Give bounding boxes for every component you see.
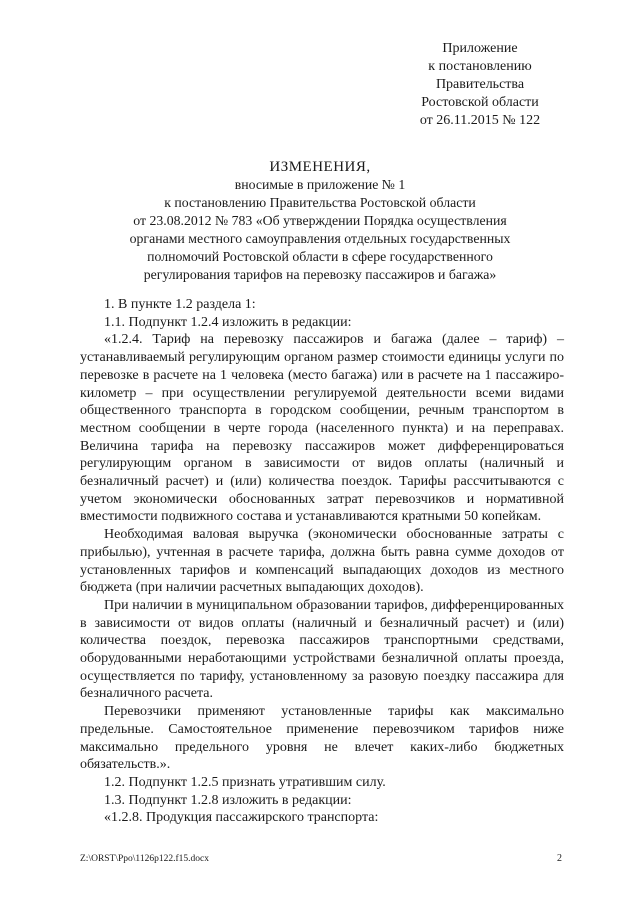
subtitle-line: регулирования тарифов на перевозку пассажиров и багажа» [143,267,497,282]
body-paragraph: 1.3. Подпункт 1.2.8 изложить в редакции: [104,792,352,808]
appendix-line: Приложение [442,41,518,56]
body-paragraph: 1.2. Подпункт 1.2.5 признать утратившим силу. [104,774,386,790]
subtitle-line: к постановлению Правительства Ростовской области [164,195,476,210]
appendix-line: Правительства [435,77,525,92]
page-number: 2 [557,853,562,864]
subtitle-line: от 23.08.2012 № 783 «Об утверждении Порядка осуществления [133,213,507,228]
body-paragraph: Перевозчики применяют установленные тарифы как максимально предельные. Самостоятельное применение перевозчиком тарифов ниже максимально предельного уровня не влечет каких-либо бюджетных обязательств.». [80,704,564,773]
body-paragraph: «1.2.8. Продукция пассажирского транспорта: [104,810,379,826]
body-paragraph: 1. В пункте 1.2 раздела 1: [104,297,256,312]
document-body [80,296,564,827]
footer-file-path: Z:\ORST\Ppo\1126p122.f15.docx [80,854,209,864]
subtitle-line: вносимые в приложение № 1 [234,177,406,192]
appendix-line: Ростовской области [421,95,539,110]
document-title: ИЗМЕНЕНИЯ, [269,159,371,175]
appendix-line: от 26.11.2015 № 122 [419,113,541,128]
body-paragraph: Необходимая валовая выручка (экономически обоснованные затраты с прибылью), учтенная в расчете тарифа, должна быть равна сумме доходов от установленных тарифов и компенсаций выпадающих доходов из местного бюджета (при наличии расчетных выпадающих доходов). [80,527,564,596]
appendix-line: к постановлению [428,59,532,74]
subtitle-line: полномочий Ростовской области в сфере государственного [147,249,493,264]
title-block [80,158,560,284]
body-paragraph: 1.1. Подпункт 1.2.4 изложить в редакции: [104,314,352,330]
body-paragraph: «1.2.4. Тариф на перевозку пассажиров и багажа (далее – тариф) – устанавливаемый регулирующим органом размер стоимости единицы услуги по перевозке в расчете на 1 человека (место багажа) или в расчете на 1 пассажиро-километр – при осуществлении регулируемой деятельности всеми видами общественного транспорта в городском сообщении, речным транспортом в местном сообщении в черте города (населенного пункта) и на переправах. Величина тарифа на перевозку пассажиров может дифференцироваться регулирующим органом в зависимости от видов оплаты (наличный и безналичный расчет) и (или) количества поездок. Тарифы рассчитываются с учетом экономически обоснованных затрат перевозчиков и нормативной вместимости подвижного состава и устанавливаются кратными 50 копейкам. [80,332,564,525]
body-paragraph: При наличии в муниципальном образовании тарифов, дифференцированных в зависимости от видов оплаты (наличный и безналичный расчет) и (или) количества поездок, перевозка пассажиров транспортными средствами, оборудованными неработающими устройствами безналичной оплаты проезда, осуществляется по тарифу, установленному за разовую поездку пассажира для безналичного расчета. [80,597,564,702]
subtitle-line: органами местного самоуправления отдельных государственных [129,231,511,246]
